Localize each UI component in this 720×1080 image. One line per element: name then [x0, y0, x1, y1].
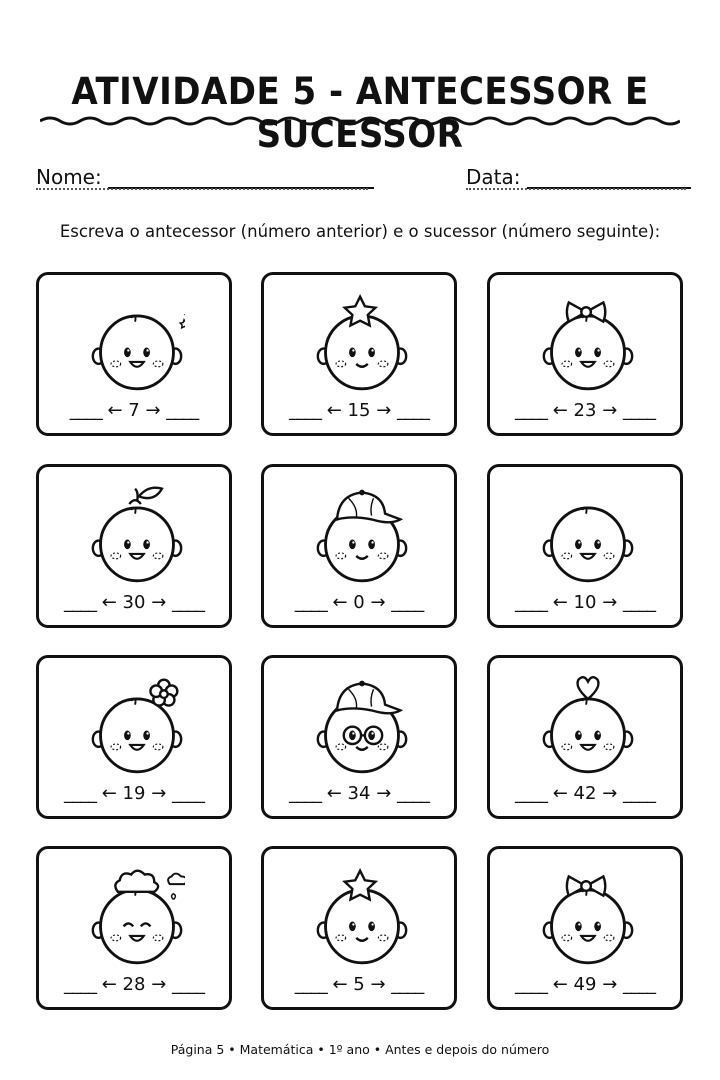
successor-blank[interactable]: ____ [172, 783, 205, 804]
date-line[interactable] [527, 167, 691, 189]
card-number: 30 [122, 592, 146, 613]
card-number: 15 [347, 400, 371, 421]
successor-blank[interactable]: ____ [172, 592, 205, 613]
successor-blank[interactable]: ____ [166, 400, 199, 421]
arrow-left-icon: ← [101, 592, 117, 613]
arrow-left-icon: ← [326, 400, 342, 421]
number-card [261, 846, 457, 1010]
arrow-right-icon: → [602, 783, 618, 804]
page-footer: Página 5 • Matemática • 1º ano • Antes e depois do número [170, 1042, 550, 1057]
number-card [261, 272, 457, 436]
arrow-right-icon: → [376, 400, 392, 421]
arrow-right-icon: → [151, 592, 167, 613]
date-field[interactable] [466, 165, 691, 189]
arrow-right-icon: → [151, 783, 167, 804]
face-star-icon [314, 855, 410, 967]
face-leaf-icon [89, 473, 185, 585]
number-card [487, 846, 683, 1010]
face-heart-icon [540, 664, 636, 776]
successor-blank[interactable]: ____ [391, 592, 424, 613]
sequence-row [264, 400, 454, 421]
arrow-left-icon: ← [101, 783, 117, 804]
sequence-row [39, 400, 229, 421]
face-none [540, 473, 636, 585]
card-number: 34 [347, 783, 371, 804]
sequence-row [264, 592, 454, 613]
arrow-right-icon: → [602, 400, 618, 421]
instruction-text: Escreva o antecessor (número anterior) e o sucessor (número seguinte): [59, 222, 661, 241]
predecessor-blank[interactable]: ____ [63, 974, 96, 995]
successor-blank[interactable]: ____ [623, 400, 656, 421]
card-number: 7 [128, 400, 140, 421]
sequence-row [39, 592, 229, 613]
sequence-row [264, 974, 454, 995]
sequence-row [490, 783, 680, 804]
successor-blank[interactable]: ____ [623, 783, 656, 804]
number-card [261, 464, 457, 628]
arrow-left-icon: ← [101, 974, 117, 995]
predecessor-blank[interactable]: ____ [514, 592, 547, 613]
arrow-right-icon: → [602, 974, 618, 995]
sequence-row [39, 974, 229, 995]
number-card [36, 655, 232, 819]
arrow-left-icon: ← [552, 974, 568, 995]
arrow-left-icon: ← [552, 592, 568, 613]
arrow-right-icon: → [376, 783, 392, 804]
page-title: ATIVIDADE 5 - ANTECESSOR E SUCESSOR [71, 70, 649, 156]
predecessor-blank[interactable]: ____ [514, 974, 547, 995]
number-card [487, 272, 683, 436]
predecessor-blank[interactable]: ____ [514, 783, 547, 804]
predecessor-blank[interactable]: ____ [514, 400, 547, 421]
successor-blank[interactable]: ____ [623, 592, 656, 613]
arrow-right-icon: → [370, 974, 386, 995]
sequence-row [490, 400, 680, 421]
face-stars-icon [89, 281, 185, 393]
number-card [36, 846, 232, 1010]
card-number: 19 [122, 783, 146, 804]
face-flower-icon [89, 664, 185, 776]
name-field[interactable] [36, 165, 374, 189]
successor-blank[interactable]: ____ [172, 974, 205, 995]
name-dotted-line [36, 188, 368, 190]
face-star-icon [314, 281, 410, 393]
predecessor-blank[interactable]: ____ [294, 974, 327, 995]
predecessor-blank[interactable]: ____ [294, 592, 327, 613]
arrow-right-icon: → [151, 974, 167, 995]
card-number: 28 [122, 974, 146, 995]
arrow-left-icon: ← [552, 783, 568, 804]
name-line[interactable] [108, 167, 374, 189]
arrow-left-icon: ← [332, 592, 348, 613]
date-label: Data: [466, 165, 521, 189]
sequence-row [39, 783, 229, 804]
arrow-left-icon: ← [332, 974, 348, 995]
successor-blank[interactable]: ____ [397, 400, 430, 421]
sequence-row [264, 783, 454, 804]
arrow-left-icon: ← [552, 400, 568, 421]
predecessor-blank[interactable]: ____ [63, 783, 96, 804]
face-bow-icon [540, 855, 636, 967]
successor-blank[interactable]: ____ [623, 974, 656, 995]
number-card [261, 655, 457, 819]
card-number: 42 [573, 783, 597, 804]
card-number: 0 [353, 592, 365, 613]
number-card [36, 464, 232, 628]
predecessor-blank[interactable]: ____ [288, 783, 321, 804]
card-number: 23 [573, 400, 597, 421]
sequence-row [490, 974, 680, 995]
predecessor-blank[interactable]: ____ [69, 400, 102, 421]
arrow-right-icon: → [602, 592, 618, 613]
name-label: Nome: [36, 165, 102, 189]
face-cloud-icon [89, 855, 185, 967]
card-number: 5 [353, 974, 365, 995]
predecessor-blank[interactable]: ____ [288, 400, 321, 421]
arrow-right-icon: → [370, 592, 386, 613]
card-number: 49 [573, 974, 597, 995]
predecessor-blank[interactable]: ____ [63, 592, 96, 613]
number-card [487, 464, 683, 628]
arrow-left-icon: ← [107, 400, 123, 421]
face-cap-glasses-icon [314, 664, 410, 776]
date-dotted-line [466, 188, 686, 190]
number-card [36, 272, 232, 436]
card-number: 10 [573, 592, 597, 613]
successor-blank[interactable]: ____ [391, 974, 424, 995]
face-bow-icon [540, 281, 636, 393]
face-cap-icon [314, 473, 410, 585]
number-card [487, 655, 683, 819]
successor-blank[interactable]: ____ [397, 783, 430, 804]
sequence-row [490, 592, 680, 613]
arrow-left-icon: ← [326, 783, 342, 804]
title-underline-wave [40, 114, 680, 128]
arrow-right-icon: → [145, 400, 161, 421]
